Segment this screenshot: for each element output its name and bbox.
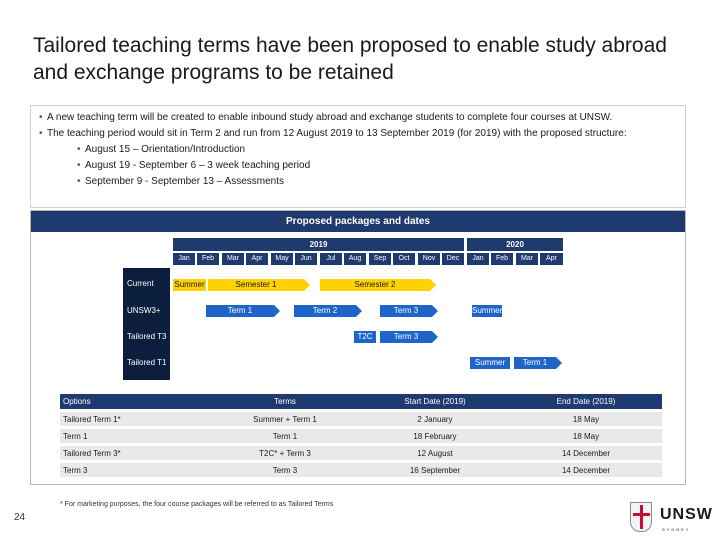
table-cell: 18 May <box>510 429 662 443</box>
bar-tailored-t1-summer: Summer <box>470 357 510 369</box>
unsw-logo <box>622 500 720 540</box>
page-number: 24 <box>14 512 26 523</box>
month-header: Jan <box>173 253 195 265</box>
bar-unsw3-term2: Term 2 <box>294 305 356 317</box>
bar-tailored-t3-term3: Term 3 <box>380 331 432 343</box>
bar-unsw3-term1: Term 1 <box>206 305 274 317</box>
bar-unsw3-summer: Summer <box>472 306 503 315</box>
table-cell: Term 1 <box>210 429 360 443</box>
bar-current-summer: Summer <box>174 280 205 289</box>
table-cell: 16 September <box>360 463 510 477</box>
table-row <box>60 429 662 443</box>
month-header: Oct <box>393 253 415 265</box>
packages-table <box>60 391 662 480</box>
month-header: Mar <box>222 253 244 265</box>
month-header: Aug <box>344 253 366 265</box>
month-header: Apr <box>246 253 268 265</box>
bar-tailored-t3-t2c: T2C <box>354 331 376 343</box>
logo-subtext: SYDNEY <box>662 527 691 532</box>
row-label-unsw3: UNSW3+ <box>127 306 161 315</box>
footnote: * For marketing purposes, the four course packages will be referred to as Tailored Terms <box>60 501 334 508</box>
month-header: Jun <box>295 253 317 265</box>
table-cell: 18 May <box>510 412 662 426</box>
table-cell: T2C* + Term 3 <box>210 446 360 460</box>
table-header-cell: Options <box>60 394 210 409</box>
table-cell: 12 August <box>360 446 510 460</box>
table-cell: 18 February <box>360 429 510 443</box>
year-header-2020: 2020 <box>467 238 563 251</box>
table-cell: Term 3 <box>60 463 210 477</box>
bar-unsw3-term3: Term 3 <box>380 305 432 317</box>
table-cell: Summer + Term 1 <box>210 412 360 426</box>
month-header: Feb <box>491 253 513 265</box>
month-header: Jul <box>320 253 342 265</box>
month-header: Sep <box>369 253 391 265</box>
table-cell: Term 3 <box>210 463 360 477</box>
table-header-cell: Terms <box>210 394 360 409</box>
slide-title: Tailored teaching terms have been proposed to enable study abroad and exchange programs to be retained <box>33 34 667 84</box>
bullet-item: • A new teaching term will be created to enable inbound study abroad and exchange students to complete four courses at UNSW. <box>37 110 679 126</box>
table-cell: 14 December <box>510 463 662 477</box>
table-cell: 2 January <box>360 412 510 426</box>
sub-bullet-item: • August 19 - September 6 – 3 week teaching period <box>37 158 679 174</box>
table-row <box>60 412 662 426</box>
month-header: Jan <box>467 253 489 265</box>
month-header: Dec <box>442 253 464 265</box>
bullet-list <box>30 105 686 208</box>
bullet-item: • The teaching period would sit in Term 2 and run from 12 August 2019 to 13 September 2019 (for 2019) with the proposed structure: <box>37 126 679 142</box>
month-header: Apr <box>540 253 563 265</box>
bar-current-semester1: Semester 1 <box>208 279 304 291</box>
month-header: Feb <box>197 253 219 265</box>
panel-header: Proposed packages and dates <box>31 211 685 232</box>
bar-tailored-t1-term1: Term 1 <box>514 357 556 369</box>
table-row <box>60 446 662 460</box>
year-header-2019: 2019 <box>173 238 464 251</box>
row-label-tailored-t3: Tailored T3 <box>127 332 167 341</box>
row-label-tailored-t1: Tailored T1 <box>127 358 167 367</box>
table-cell: Tailored Term 1* <box>60 412 210 426</box>
bar-current-semester2: Semester 2 <box>320 279 430 291</box>
row-label-current: Current <box>127 279 154 288</box>
table-cell: Tailored Term 3* <box>60 446 210 460</box>
table-cell: Term 1 <box>60 429 210 443</box>
table-row <box>60 463 662 477</box>
month-header: Nov <box>418 253 440 265</box>
sub-bullet-item: • August 15 – Orientation/Introduction <box>37 142 679 158</box>
month-header: Mar <box>516 253 538 265</box>
table-cell: 14 December <box>510 446 662 460</box>
table-header-row <box>60 394 662 409</box>
crest-icon <box>630 502 652 532</box>
table-header-cell: Start Date (2019) <box>360 394 510 409</box>
month-header: May <box>271 253 293 265</box>
logo-text: UNSW <box>660 506 713 523</box>
table-header-cell: End Date (2019) <box>510 394 662 409</box>
sub-bullet-item: • September 9 - September 13 – Assessments <box>37 174 679 190</box>
